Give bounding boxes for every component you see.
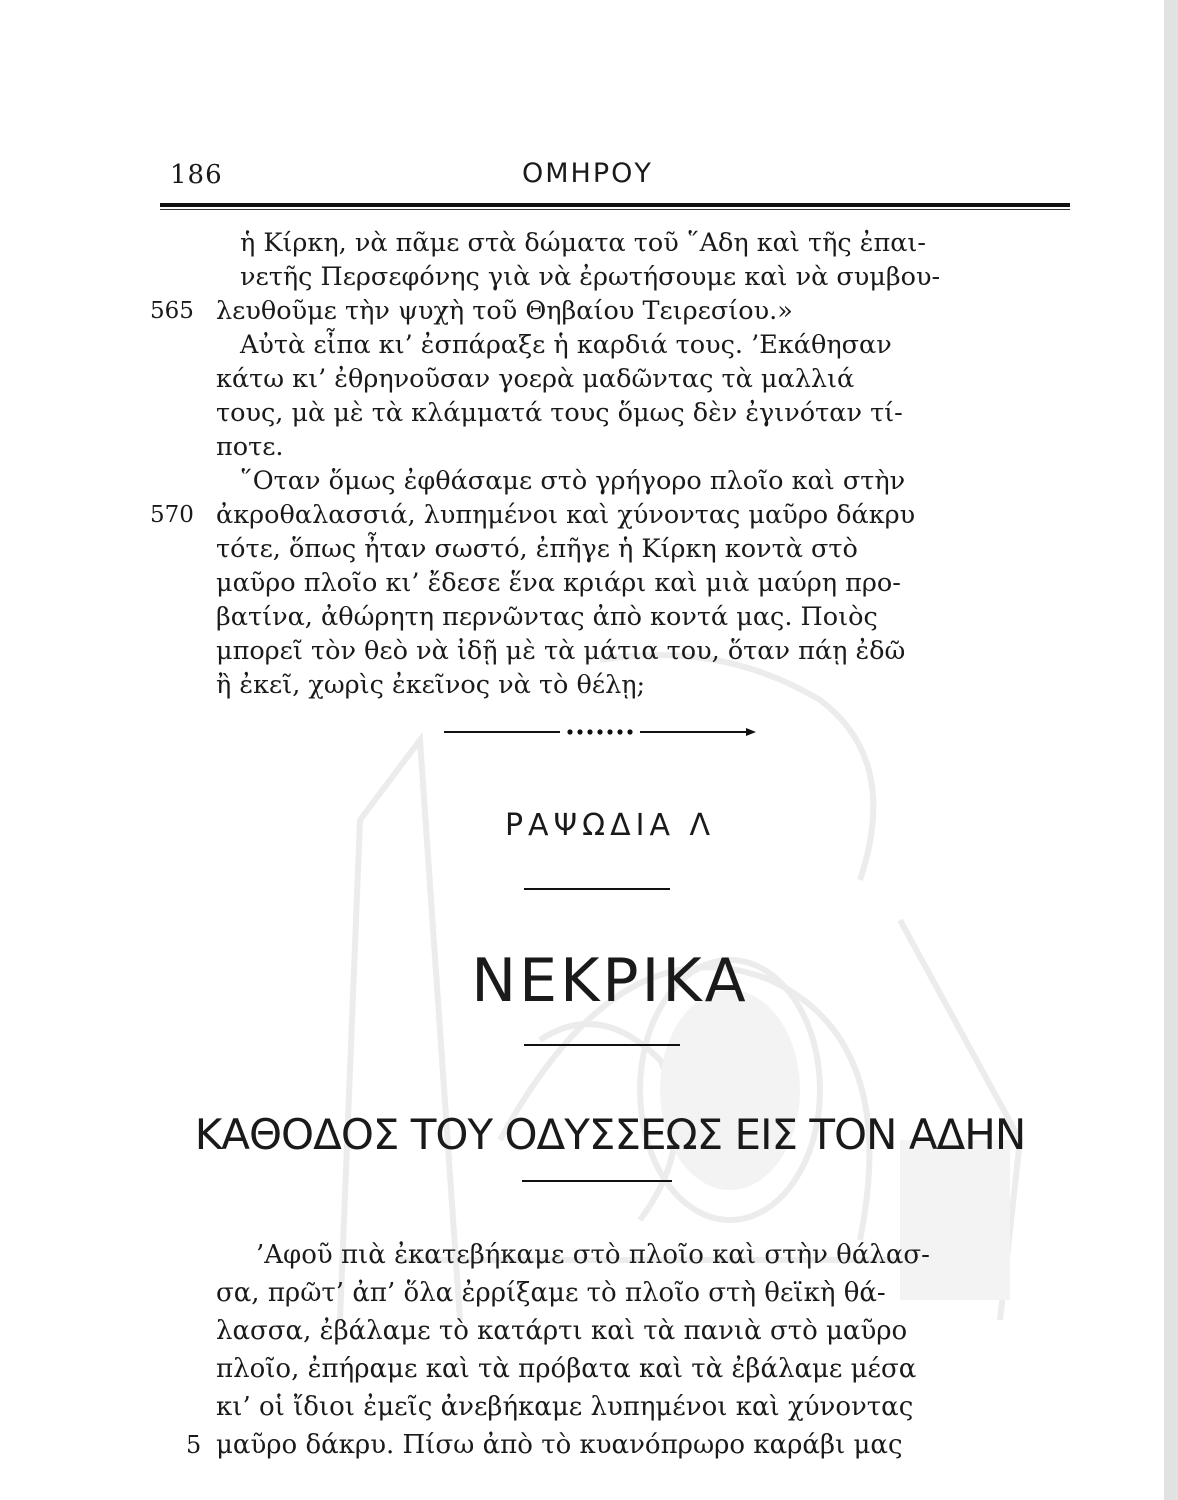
running-header bbox=[160, 160, 1070, 200]
text-line bbox=[150, 498, 1080, 532]
text-line bbox=[150, 668, 1080, 702]
chapter-subtitle: ΚΑΘΟΔΟΣ ΤΟΥ ΟΔΥΣΣΕΩΣ ΕΙΣ ΤΟΝ ΑΔΗΝ bbox=[194, 1110, 1026, 1159]
line-text: ’Αφοῦ πιὰ ἐκατεβήκαμε στὸ πλοῖο καὶ στὴν θάλασ- bbox=[256, 1240, 930, 1270]
line-text: τους, μὰ μὲ τὰ κλάμματά τους ὅμως δὲν ἐγινόταν τί- bbox=[216, 398, 903, 428]
text-line bbox=[150, 1350, 1080, 1388]
text-line bbox=[150, 328, 1080, 362]
text-line bbox=[150, 464, 1080, 498]
text-line bbox=[150, 1388, 1080, 1426]
line-text: πλοῖο, ἐπήραμε καὶ τὰ πρόβατα καὶ τὰ ἐβάλαμε μέσα bbox=[216, 1354, 917, 1384]
rhapsody-label: ΡΑΨΩΔΙΑ Λ bbox=[504, 808, 716, 843]
prose-block bbox=[150, 1236, 1080, 1464]
header-rule-thin bbox=[160, 209, 1070, 210]
page-number: 186 bbox=[170, 160, 223, 190]
verse-block bbox=[150, 226, 1080, 702]
line-text: Αὐτὰ εἶπα κι’ ἐσπάραξε ἡ καρδιά τους. ’Εκάθησαν bbox=[240, 330, 892, 360]
line-text: βατίνα, ἀθώρητη περνῶντας ἀπὸ κοντά μας. Ποιὸς bbox=[216, 602, 878, 632]
line-text: ἢ ἐκεῖ, χωρὶς ἐκεῖνος νὰ τὸ θέλῃ; bbox=[216, 670, 646, 700]
line-number: 570 bbox=[150, 502, 194, 528]
line-text: μπορεῖ τὸν θεὸ νὰ ἰδῇ μὲ τὰ μάτια του, ὅταν πάῃ ἐδῶ bbox=[216, 636, 906, 666]
line-number: 565 bbox=[150, 298, 194, 324]
short-rule bbox=[524, 888, 670, 890]
line-text: νετῆς Περσεφόνης γιὰ νὰ ἐρωτήσουμε καὶ νὰ συμβου- bbox=[240, 262, 941, 292]
text-line bbox=[150, 1312, 1080, 1350]
text-line bbox=[150, 294, 1080, 328]
text-line bbox=[150, 600, 1080, 634]
line-text: κι’ οἱ ἴδιοι ἐμεῖς ἀνεβήκαμε λυπημένοι καὶ χύνοντας bbox=[216, 1392, 914, 1422]
short-rule bbox=[524, 1044, 680, 1046]
line-text: ποτε. bbox=[216, 432, 284, 462]
text-line bbox=[150, 430, 1080, 464]
line-number: 5 bbox=[186, 1431, 202, 1459]
line-text: μαῦρο πλοῖο κι’ ἔδεσε ἕνα κριάρι καὶ μιὰ μαύρη προ- bbox=[216, 568, 901, 598]
line-text: μαῦρο δάκρυ. Πίσω ἀπὸ τὸ κυανόπρωρο καράβι μας bbox=[216, 1430, 903, 1460]
text-line bbox=[150, 260, 1080, 294]
line-text: λασσα, ἐβάλαμε τὸ κατάρτι καὶ τὰ πανιὰ στὸ μαῦρο bbox=[216, 1316, 908, 1346]
text-line bbox=[150, 396, 1080, 430]
book-title: ΝΕΚΡΙΚΑ bbox=[471, 946, 749, 1016]
ornament-divider bbox=[440, 722, 760, 742]
text-line bbox=[150, 634, 1080, 668]
line-text: κάτω κι’ ἐθρηνοῦσαν γοερὰ μαδῶντας τὰ μαλλιά bbox=[216, 364, 855, 394]
line-text: σα, πρῶτ’ ἀπ’ ὅλα ἐρρίξαμε τὸ πλοῖο στὴ θεϊκὴ θά- bbox=[216, 1278, 886, 1308]
text-line bbox=[150, 1236, 1080, 1274]
short-rule bbox=[522, 1180, 672, 1182]
line-text: λευθοῦμε τὴν ψυχὴ τοῦ Θηβαίου Τειρεσίου.» bbox=[216, 296, 793, 326]
text-line bbox=[150, 1274, 1080, 1312]
text-line bbox=[150, 566, 1080, 600]
line-text: ἀκροθαλασσιά, λυπημένοι καὶ χύνοντας μαῦρο δάκρυ bbox=[216, 500, 916, 530]
text-line bbox=[150, 226, 1080, 260]
line-text: τότε, ὅπως ἦταν σωστό, ἐπῆγε ἡ Κίρκη κοντὰ στὸ bbox=[216, 534, 858, 564]
line-text: ῞Οταν ὅμως ἐφθάσαμε στὸ γρήγορο πλοῖο καὶ στὴν bbox=[240, 466, 906, 496]
text-line bbox=[150, 362, 1080, 396]
text-line bbox=[150, 1426, 1080, 1464]
line-text: ἡ Κίρκη, νὰ πᾶμε στὰ δώματα τοῦ ῞Αδη καὶ τῆς ἐπαι- bbox=[240, 228, 927, 258]
header-rule bbox=[160, 203, 1070, 207]
running-title: ΟΜΗΡΟΥ bbox=[522, 158, 653, 189]
text-line bbox=[150, 532, 1080, 566]
